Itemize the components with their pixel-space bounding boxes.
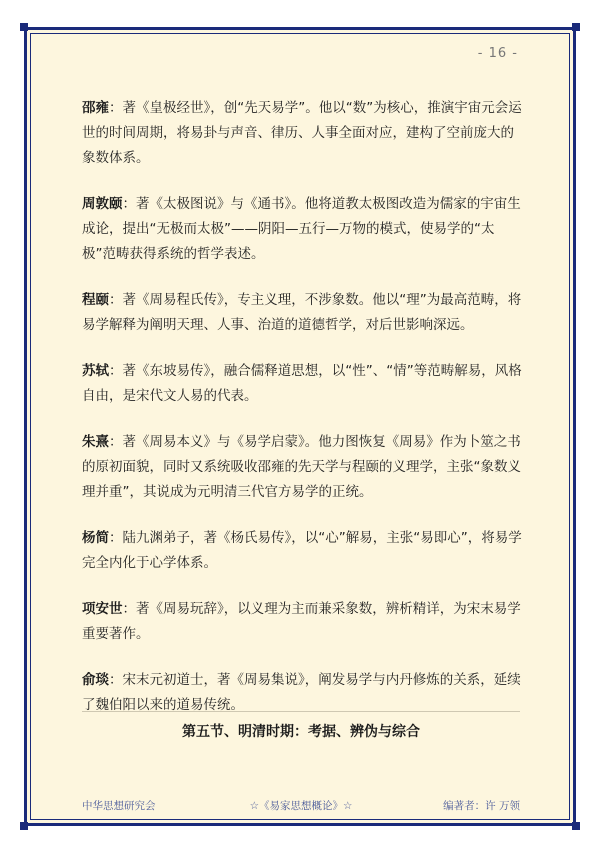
entry-cheng-yi	[82, 288, 522, 338]
entry-name: 朱熹	[82, 434, 109, 450]
main-content	[82, 96, 522, 739]
entry-name: 程颐	[82, 292, 109, 308]
entry-shao-yong	[82, 96, 522, 171]
section-divider	[82, 711, 520, 712]
entry-name: 项安世	[82, 601, 123, 617]
entry-name: 邵雍	[82, 100, 109, 116]
entry-name: 杨简	[82, 530, 109, 546]
entry-yang-jian	[82, 526, 522, 576]
entry-text: ：宋末元初道士，著《周易集说》，阐发易学与内丹修炼的关系，延续了魏伯阳以来的道易传统。	[82, 672, 521, 713]
entry-zhou-dunyi	[82, 192, 522, 267]
entry-name: 俞琰	[82, 672, 109, 688]
entry-text: ：著《周易本义》与《易学启蒙》。他力图恢复《周易》作为卜筮之书的原初面貌，同时又系统吸收邵雍的先天学与程颐的义理学，主张“象数义理并重”，其说成为元明清三代官方易学的正统。	[82, 434, 521, 500]
footer-author: 编著者：许 万领	[443, 800, 520, 812]
entry-text: ：著《周易玩辞》，以义理为主而兼采象数，辨析精详，为宋末易学重要著作。	[82, 601, 521, 642]
entry-su-shi	[82, 359, 522, 409]
entry-text: ：著《周易程氏传》，专主义理，不涉象数。他以“理”为最高范畴，将易学解释为阐明天理、人事、治道的道德哲学，对后世影响深远。	[82, 292, 522, 333]
entry-name: 周敦颐	[82, 196, 123, 212]
entry-text: ：著《皇极经世》，创“先天易学”。他以“数”为核心，推演宇宙元会运世的时间周期，将易卦与声音、律历、人事全面对应，建构了空前庞大的象数体系。	[82, 100, 522, 166]
corner-ornament-top-left	[20, 23, 28, 31]
entry-zhu-xi	[82, 430, 522, 505]
corner-ornament-top-right	[572, 23, 580, 31]
entry-text: ：陆九渊弟子，著《杨氏易传》，以“心”解易，主张“易即心”，将易学完全内化于心学体系。	[82, 530, 522, 571]
page-number: - 16 -	[477, 46, 518, 61]
footer-book-title: ☆《易家思想概论》☆	[249, 800, 353, 812]
entry-text: ：著《东坡易传》，融合儒释道思想，以“性”、“情”等范畴解易，风格自由，是宋代文人易的代表。	[82, 363, 522, 404]
corner-ornament-bottom-left	[20, 822, 28, 830]
footer-organization: 中华思想研究会	[82, 800, 156, 812]
corner-ornament-bottom-right	[572, 822, 580, 830]
entry-text: ：著《太极图说》与《通书》。他将道教太极图改造为儒家的宇宙生成论，提出“无极而太极”——阴阳—五行—万物的模式，使易学的“太极”范畴获得系统的哲学表述。	[82, 196, 521, 262]
entry-name: 苏轼	[82, 363, 109, 379]
section-title: 第五节、明清时期：考据、辨伪与综合	[182, 724, 420, 740]
entry-xiang-anshi	[82, 597, 522, 647]
